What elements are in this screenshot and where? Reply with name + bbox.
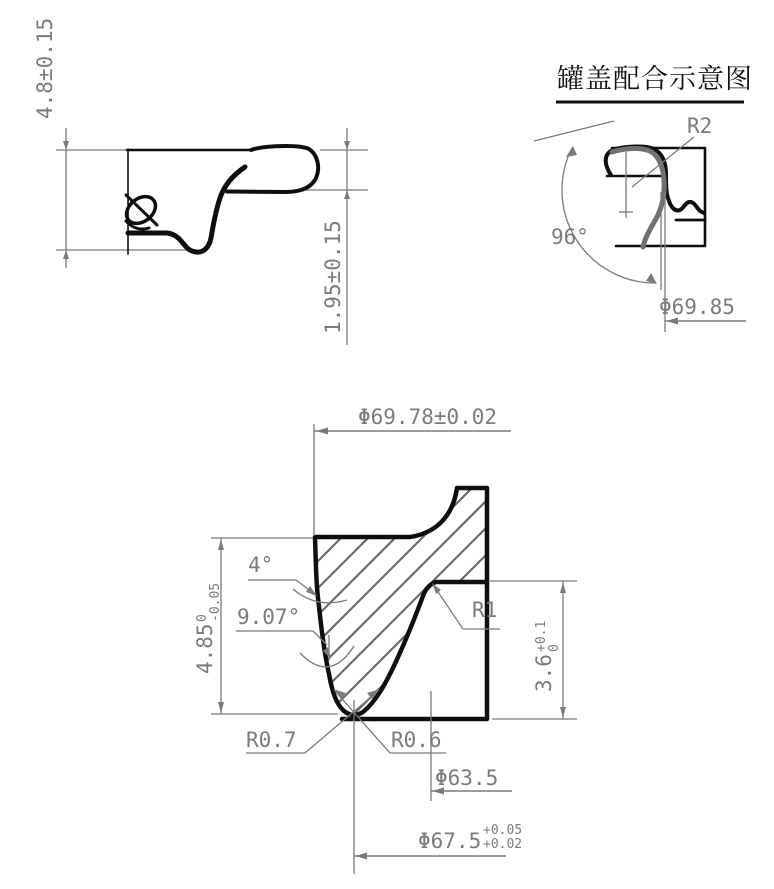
lid-section-view xyxy=(33,18,368,345)
dim-depth-tol-lower: -0.05 xyxy=(208,582,223,622)
arrowhead xyxy=(560,707,566,718)
lid-chuck-wall-profile xyxy=(128,167,245,252)
dim-step-height: 3.6 xyxy=(532,654,556,692)
label-lower-wall-angle: 9.07° xyxy=(237,605,301,629)
dim-groove-tol-lower: +0.02 xyxy=(483,837,523,852)
dim-top-diameter: Φ69.78±0.02 xyxy=(358,405,498,429)
arrowhead xyxy=(218,539,224,550)
arrowhead xyxy=(344,141,350,150)
dim-step-group xyxy=(532,621,562,692)
angle-reference-ray xyxy=(534,121,614,141)
leader-line xyxy=(335,691,390,753)
dim-step-tol-lower: 0 xyxy=(547,644,562,652)
dim-step-tol-upper: +0.1 xyxy=(534,620,549,652)
dim-seam-angle: 96° xyxy=(551,225,589,249)
label-upper-wall-angle: 4° xyxy=(248,553,274,577)
arrowhead xyxy=(63,141,69,150)
view-title: 罐盖配合示意图 xyxy=(557,64,753,95)
label-right-tip-radius: R0.6 xyxy=(391,728,442,752)
dim-inner-diameter: Φ63.5 xyxy=(435,766,499,790)
die-outer-profile xyxy=(315,488,487,719)
section-hatch-pattern xyxy=(38,460,743,760)
dim-groove-diameter: Φ67.5 xyxy=(418,829,482,853)
can-body-wall xyxy=(612,148,664,247)
dim-lid-overall-height: 4.8±0.15 xyxy=(33,17,57,119)
dim-depth-group xyxy=(193,583,223,674)
seam-fit-view xyxy=(534,64,753,332)
arrowhead xyxy=(566,146,577,157)
label-curl-radius: R2 xyxy=(687,114,713,138)
dim-curl-height: 1.95±0.15 xyxy=(321,220,345,334)
die-section-view xyxy=(38,405,743,874)
label-corner-radius: R1 xyxy=(472,598,498,622)
arrowhead xyxy=(344,190,350,199)
arrowhead xyxy=(432,583,441,594)
arrowhead xyxy=(355,853,367,860)
dim-groove-tol-upper: +0.05 xyxy=(483,823,523,838)
arrowhead xyxy=(316,428,328,435)
label-left-tip-radius: R0.7 xyxy=(246,728,297,752)
dim-body-diameter: Φ69.85 xyxy=(659,295,735,319)
arrowhead xyxy=(218,702,224,713)
arrowhead xyxy=(63,250,69,259)
arrowhead xyxy=(560,582,566,593)
dim-depth-tol-upper: 0 xyxy=(195,614,210,622)
dim-depth: 4.85 xyxy=(193,623,217,674)
leader-line xyxy=(436,589,463,629)
